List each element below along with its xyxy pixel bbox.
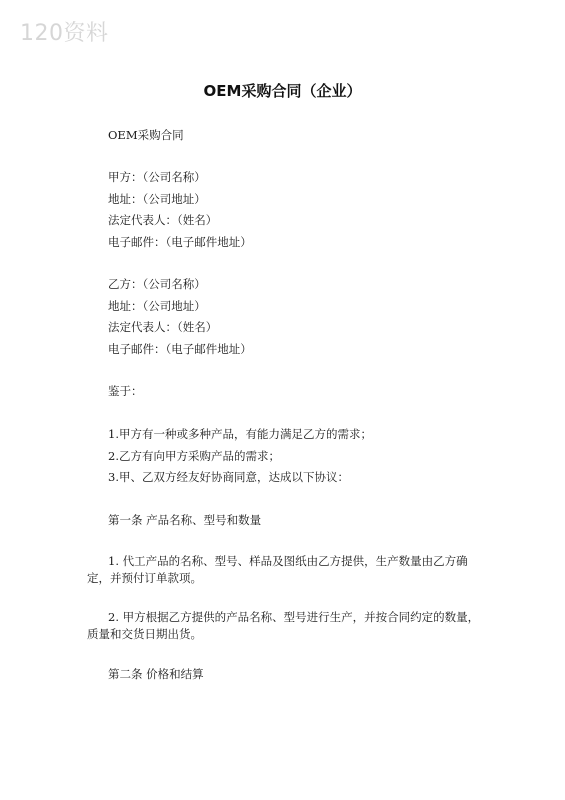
recital-item: 2.乙方有向甲方采购产品的需求；	[108, 449, 280, 463]
party-a-name: 甲方：（公司名称）	[108, 170, 206, 184]
party-b-name: 乙方：（公司名称）	[108, 277, 206, 291]
article-1-heading: 第一条 产品名称、型号和数量	[108, 513, 262, 527]
party-a-email: 电子邮件：（电子邮件地址）	[108, 235, 252, 249]
document-title: OEM采购合同（企业）	[203, 82, 362, 100]
party-b-address: 地址：（公司地址）	[108, 299, 206, 313]
whereas-heading: 鉴于：	[108, 384, 143, 398]
watermark-logo: 120资料	[20, 21, 109, 46]
party-b-email: 电子邮件：（电子邮件地址）	[108, 342, 252, 356]
article-1-clause: 2. 甲方根据乙方提供的产品名称、型号进行生产，并按合同约定的数量，质量和交货日期出货。	[87, 610, 480, 641]
party-a-representative: 法定代表人：（姓名）	[108, 213, 218, 227]
party-b-representative: 法定代表人：（姓名）	[108, 320, 218, 334]
party-a-address: 地址：（公司地址）	[108, 192, 206, 206]
contract-subtitle: OEM采购合同	[108, 128, 184, 142]
recital-item: 1.甲方有一种或多种产品，有能力满足乙方的需求；	[108, 427, 372, 441]
article-2-heading: 第二条 价格和结算	[108, 667, 204, 681]
recital-item: 3.甲、乙双方经友好协商同意，达成以下协议：	[108, 470, 349, 484]
article-1-clause: 1. 代工产品的名称、型号、样品及图纸由乙方提供，生产数量由乙方确定，并预付订单款项。	[87, 554, 468, 585]
